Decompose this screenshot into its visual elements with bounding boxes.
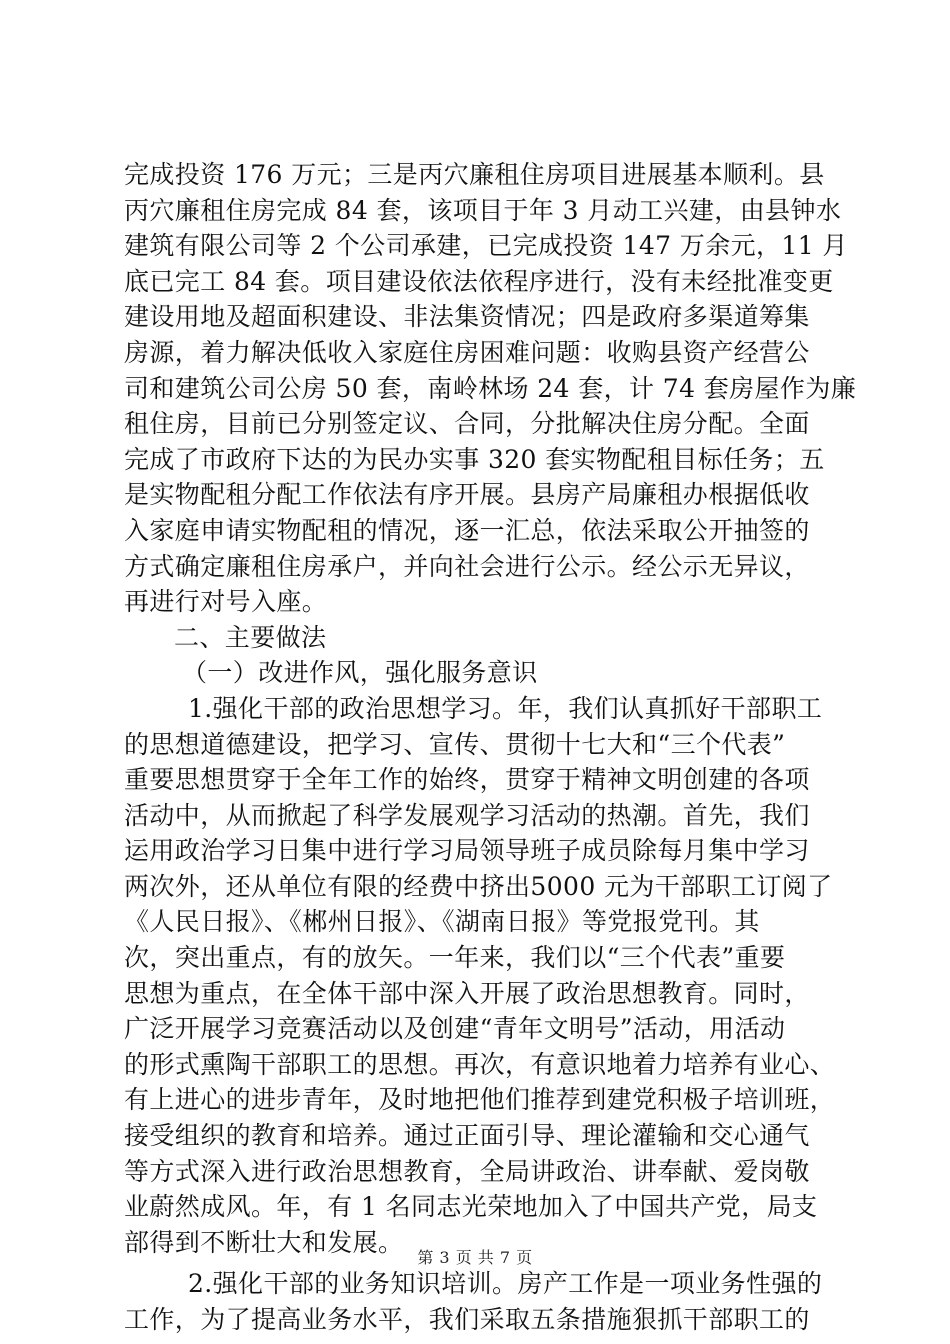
text-line: 思想为重点，在全体干部中深入开展了政治思想教育。同时，	[124, 978, 810, 1008]
text-line: 方式确定廉租住房承户，并向社会进行公示。经公示无异议，	[124, 551, 810, 581]
text-line: 建筑有限公司等 2 个公司承建，已完成投资 147 万余元，11 月	[124, 231, 848, 261]
text-line: （一）改进作风，强化服务意识	[182, 658, 538, 688]
text-line: 有上进心的进步青年，及时地把他们推荐到建党积极子培训班，	[124, 1085, 836, 1115]
text-line: 次，突出重点，有的放矢。一年来，我们以“三个代表”重要	[124, 943, 786, 973]
text-line: 部得到不断壮大和发展。	[124, 1227, 404, 1257]
text-line: 重要思想贯穿于全年工作的始终，贯穿于精神文明创建的各项	[124, 765, 810, 795]
document-body	[124, 157, 857, 1338]
text-line: 的形式熏陶干部职工的思想。再次，有意识地着力培养有业心、	[124, 1049, 836, 1079]
text-line: 活动中，从而掀起了科学发展观学习活动的热潮。首先，我们	[124, 800, 810, 830]
text-line: 的思想道德建设，把学习、宣传、贯彻十七大和“三个代表”	[124, 729, 786, 759]
text-line: 工作，为了提高业务水平，我们采取五条措施狠抓干部职工的	[124, 1305, 810, 1334]
text-line: 接受组织的教育和培养。通过正面引导、理论灌输和交心通气	[124, 1121, 810, 1151]
text-line: 2.强化干部的业务知识培训。房产工作是一项业务性强的	[188, 1269, 823, 1299]
text-line: 《人民日报》、《郴州日报》、《湖南日报》等党报党刊。其	[124, 907, 760, 937]
text-line: 房源，着力解决低收入家庭住房困难问题：收购县资产经营公	[124, 337, 810, 367]
text-line: 两次外，还从单位有限的经费中挤出5000 元为干部职工订阅了	[124, 871, 833, 901]
text-line: 完成了市政府下达的为民办实事 320 套实物配租目标任务；五	[124, 444, 825, 474]
page-footer: 第 3 页 共 7 页	[417, 1248, 533, 1267]
text-line: 完成投资 176 万元；三是丙穴廉租住房项目进展基本顺利。县	[124, 160, 825, 189]
text-line: 司和建筑公司公房 50 套，南岭林场 24 套，计 74 套房屋作为廉	[124, 373, 857, 403]
text-line: 入家庭申请实物配租的情况，逐一汇总，依法采取公开抽签的	[124, 515, 810, 545]
text-line: 再进行对号入座。	[124, 587, 328, 617]
text-line: 运用政治学习日集中进行学习局领导班子成员除每月集中学习	[124, 836, 810, 866]
text-line: 底已完工 84 套。项目建设依法依程序进行，没有未经批准变更	[124, 266, 834, 296]
text-line: 广泛开展学习竞赛活动以及创建“青年文明号”活动，用活动	[124, 1014, 786, 1044]
text-line: 业蔚然成风。年，有 1 名同志光荣地加入了中国共产党，局支	[124, 1192, 818, 1222]
text-line: 丙穴廉租住房完成 84 套，该项目于年 3 月动工兴建，由县钟水	[124, 195, 842, 225]
text-line: 1.强化干部的政治思想学习。年，我们认真抓好干部职工	[188, 693, 823, 723]
text-line: 是实物配租分配工作依法有序开展。县房产局廉租办根据低收	[124, 480, 810, 510]
text-line: 二、主要做法	[174, 622, 327, 652]
text-line: 等方式深入进行政治思想教育，全局讲政治、讲奉献、爱岗敬	[124, 1156, 810, 1186]
text-line: 租住房，目前已分别签定议、合同，分批解决住房分配。全面	[124, 409, 810, 439]
text-line: 建设用地及超面积建设、非法集资情况；四是政府多渠道筹集	[124, 302, 810, 332]
